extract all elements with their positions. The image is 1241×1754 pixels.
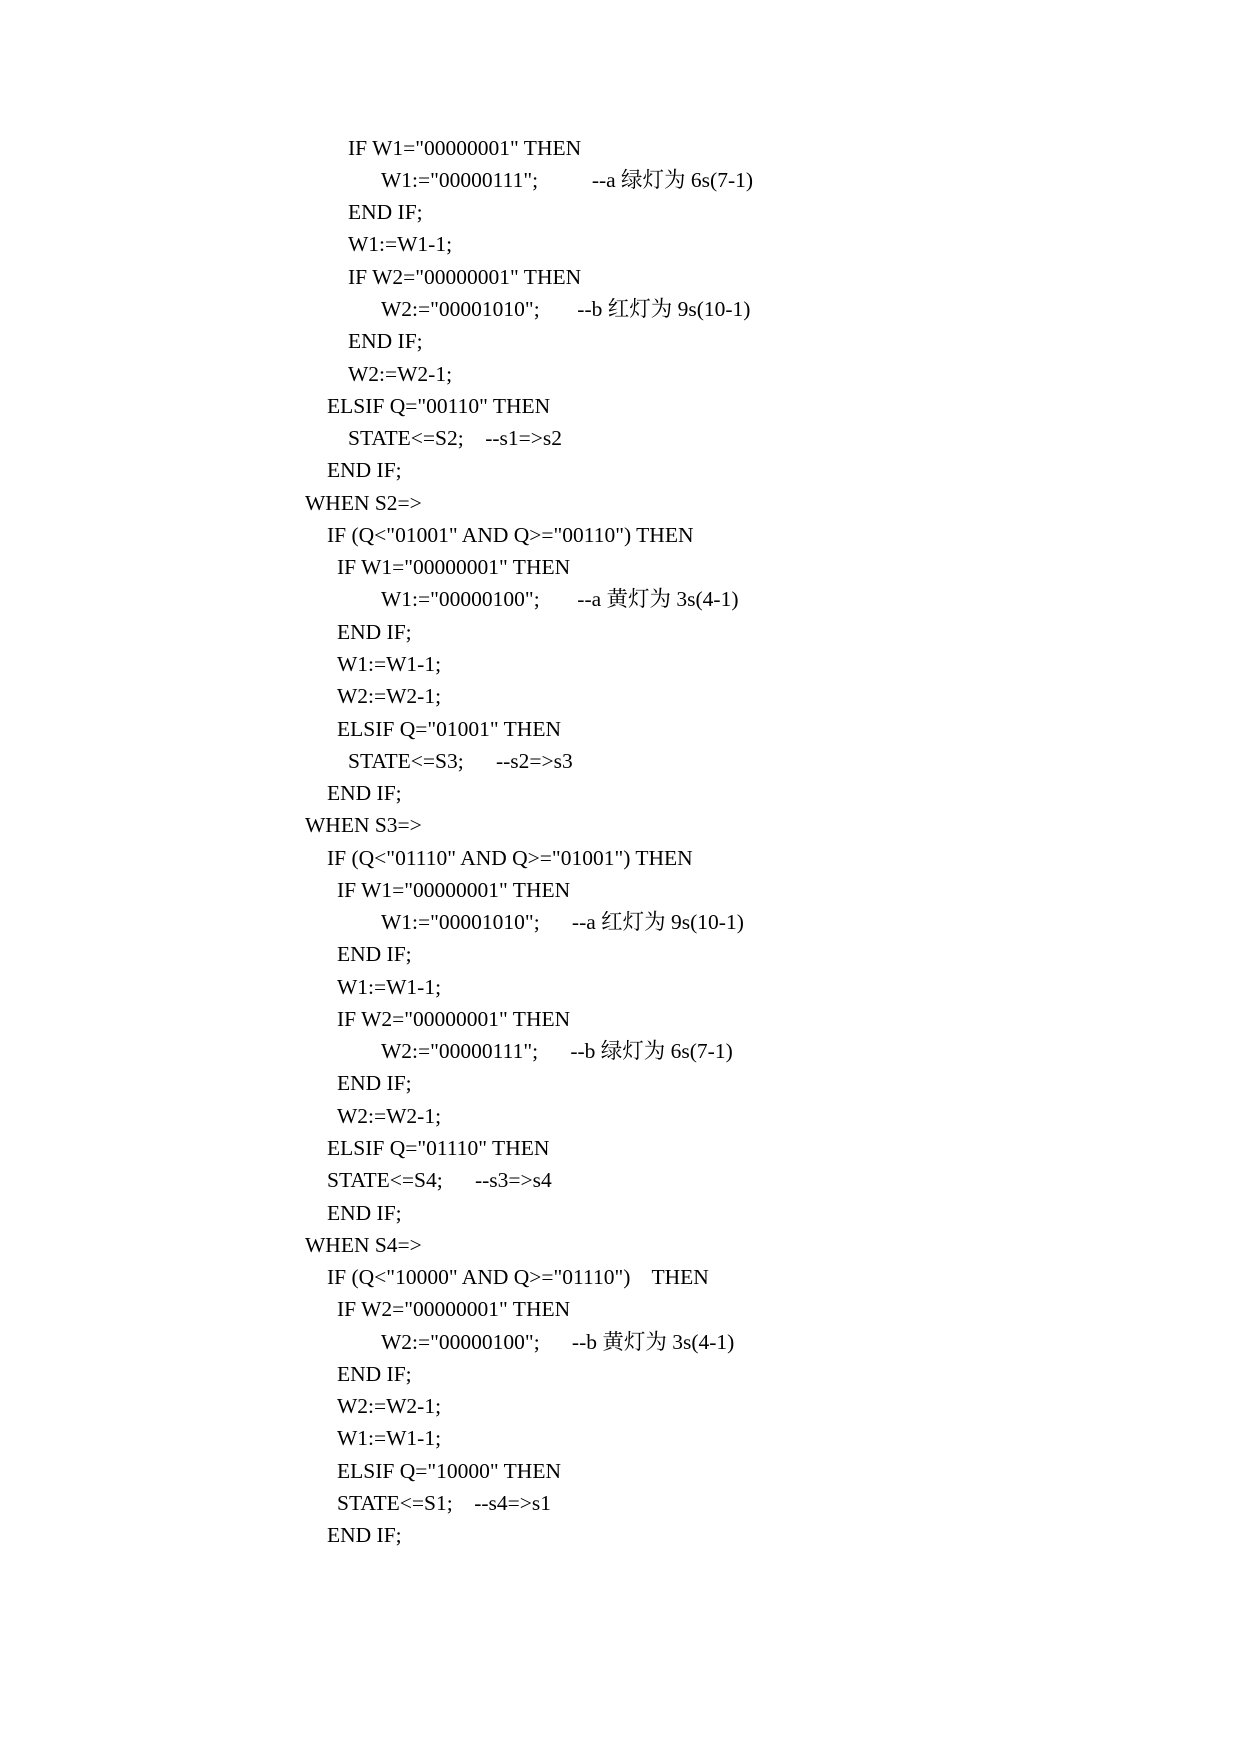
code-line: STATE<=S1; --s4=>s1 [337, 1491, 552, 1515]
code-line: W2:=W2-1; [348, 362, 453, 386]
code-line: END IF; [337, 942, 412, 966]
code-line: IF W1="00000001" THEN [337, 555, 571, 579]
code-line: W1:="00000100"; --a 黄灯为 3s(4-1) [381, 587, 739, 611]
code-line: END IF; [337, 1362, 412, 1386]
code-line: END IF; [327, 1201, 402, 1225]
code-line: END IF; [327, 458, 402, 482]
code-line: IF (Q<"01001" AND Q>="00110") THEN [327, 523, 694, 547]
code-line: W1:="00001010"; --a 红灯为 9s(10-1) [381, 910, 744, 934]
code-line: W1:=W1-1; [337, 652, 442, 676]
code-line: W1:=W1-1; [337, 1426, 442, 1450]
code-line: END IF; [337, 620, 412, 644]
code-line: IF W1="00000001" THEN [348, 136, 582, 160]
code-line: W1:=W1-1; [348, 232, 453, 256]
code-line: W2:=W2-1; [337, 1394, 442, 1418]
code-line: IF (Q<"10000" AND Q>="01110") THEN [327, 1265, 709, 1289]
code-line: W2:="00000111"; --b 绿灯为 6s(7-1) [381, 1039, 733, 1063]
code-line: WHEN S4=> [305, 1233, 422, 1257]
code-line: W1:=W1-1; [337, 975, 442, 999]
code-line: STATE<=S3; --s2=>s3 [348, 749, 573, 773]
code-line: ELSIF Q="01001" THEN [337, 717, 561, 741]
code-line: W1:="00000111"; --a 绿灯为 6s(7-1) [381, 168, 754, 192]
code-line: IF (Q<"01110" AND Q>="01001") THEN [327, 846, 693, 870]
code-line: W2:=W2-1; [337, 1104, 442, 1128]
code-line: IF W2="00000001" THEN [337, 1007, 571, 1031]
code-line: END IF; [327, 781, 402, 805]
code-line: END IF; [348, 200, 423, 224]
code-line: WHEN S3=> [305, 813, 422, 837]
code-line: WHEN S2=> [305, 491, 422, 515]
code-line: ELSIF Q="10000" THEN [337, 1459, 561, 1483]
code-line: STATE<=S4; --s3=>s4 [327, 1168, 552, 1192]
code-line: W2:="00001010"; --b 红灯为 9s(10-1) [381, 297, 751, 321]
code-line: STATE<=S2; --s1=>s2 [348, 426, 563, 450]
code-line: END IF; [327, 1523, 402, 1547]
code-line: IF W1="00000001" THEN [337, 878, 571, 902]
code-line: IF W2="00000001" THEN [348, 265, 582, 289]
code-line: ELSIF Q="01110" THEN [327, 1136, 550, 1160]
code-line: ELSIF Q="00110" THEN [327, 394, 551, 418]
code-line: W2:="00000100"; --b 黄灯为 3s(4-1) [381, 1330, 735, 1354]
code-line: END IF; [348, 329, 423, 353]
code-line: IF W2="00000001" THEN [337, 1297, 571, 1321]
code-line: END IF; [337, 1071, 412, 1095]
code-line: W2:=W2-1; [337, 684, 442, 708]
